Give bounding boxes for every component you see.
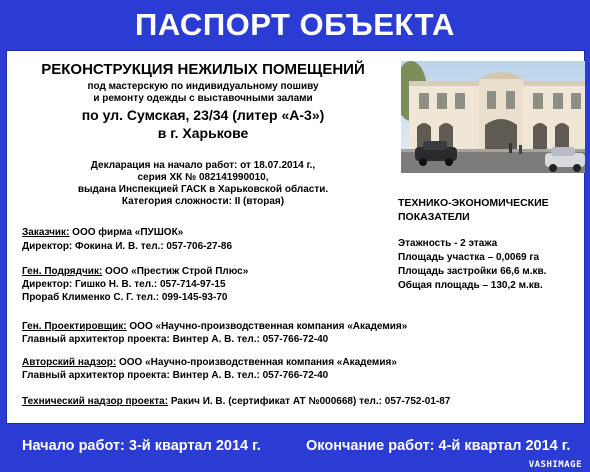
tech-supervision-line [22, 395, 450, 408]
declaration-line-2: серия ХК № 082141990010, [137, 172, 269, 183]
start-date: Начало работ: 3-й квартал 2014 г. [22, 438, 261, 454]
tech-supervision-role: Технический надзор проекта: [22, 396, 169, 407]
contractor-foreman: Прораб Клименко С. Г. тел.: 099-145-93-70 [22, 292, 228, 303]
designer-line [22, 320, 407, 333]
project-city: в г. Харькове [157, 125, 249, 141]
tep-building-area: Площадь застройки 66,6 м.кв. [398, 266, 547, 277]
declaration-line-3: выдана Инспекцией ГАСК в Харьковской области. [77, 184, 329, 195]
customer-role: Заказчик: [22, 227, 70, 238]
contractor-role: Ген. Подрядчик: [22, 266, 103, 277]
tech-supervision-name: Ракич И. В. (сертификат АТ №000668) тел.: 057-752-01-87 [168, 396, 451, 407]
project-description-2: и ремонту одежды с выставочными залами [93, 93, 313, 104]
building-photo [401, 61, 585, 173]
header-bar [0, 0, 590, 50]
customer-line [22, 226, 183, 239]
page-title: ПАСПОРТ ОБЪЕКТА [135, 7, 455, 42]
designer-architect: Главный архитектор проекта: Винтер А. В. тел.: 057-766-72-40 [22, 334, 329, 345]
declaration-line-4: Категория сложности: II (вторая) [121, 196, 285, 207]
designer-name: ООО «Научно-производственная компания «Академия» [126, 321, 408, 332]
project-title: РЕКОНСТРУКЦИЯ НЕЖИЛЫХ ПОМЕЩЕНИЙ [41, 61, 365, 78]
declaration-line-1: Декларация на начало работ: от 18.07.2014 г., [90, 160, 316, 171]
customer-name: ООО фирма «ПУШОК» [69, 227, 184, 238]
footer-bar [0, 424, 590, 472]
building-illustration [401, 61, 585, 173]
contractor-director: Директор: Гишко Н. В. тел.: 057-714-97-15 [22, 279, 226, 290]
project-address: по ул. Сумская, 23/34 (литер «А-3») [81, 107, 325, 123]
contractor-name: ООО «Престиж Строй Плюс» [102, 266, 249, 277]
tep-total-area: Общая площадь – 130,2 м.кв. [398, 280, 543, 291]
project-description-1: под мастерскую по индивидуальному пошиву [87, 81, 319, 92]
author-supervision-role: Авторский надзор: [22, 357, 117, 368]
tep-plot-area: Площадь участка – 0,0069 га [398, 252, 540, 263]
contractor-line [22, 265, 248, 278]
content-panel [6, 50, 585, 424]
tep-title-2: ПОКАЗАТЕЛИ [398, 211, 470, 223]
author-supervision-line [22, 356, 397, 369]
author-supervision-architect: Главный архитектор проекта: Винтер А. В. тел.: 057-766-72-40 [22, 370, 329, 381]
tep-title-1: ТЕХНИКО-ЭКОНОМИЧЕСКИЕ [398, 197, 549, 209]
author-supervision-name: ООО «Научно-производственная компания «Академия» [116, 357, 397, 368]
tep-floors: Этажность - 2 этажа [398, 238, 498, 249]
watermark: VASHIMAGE [528, 460, 582, 470]
end-date: Окончание работ: 4-й квартал 2014 г. [306, 438, 571, 454]
customer-director: Директор: Фокина И. В. тел.: 057-706-27-86 [22, 241, 233, 252]
designer-role: Ген. Проектировщик: [22, 321, 127, 332]
